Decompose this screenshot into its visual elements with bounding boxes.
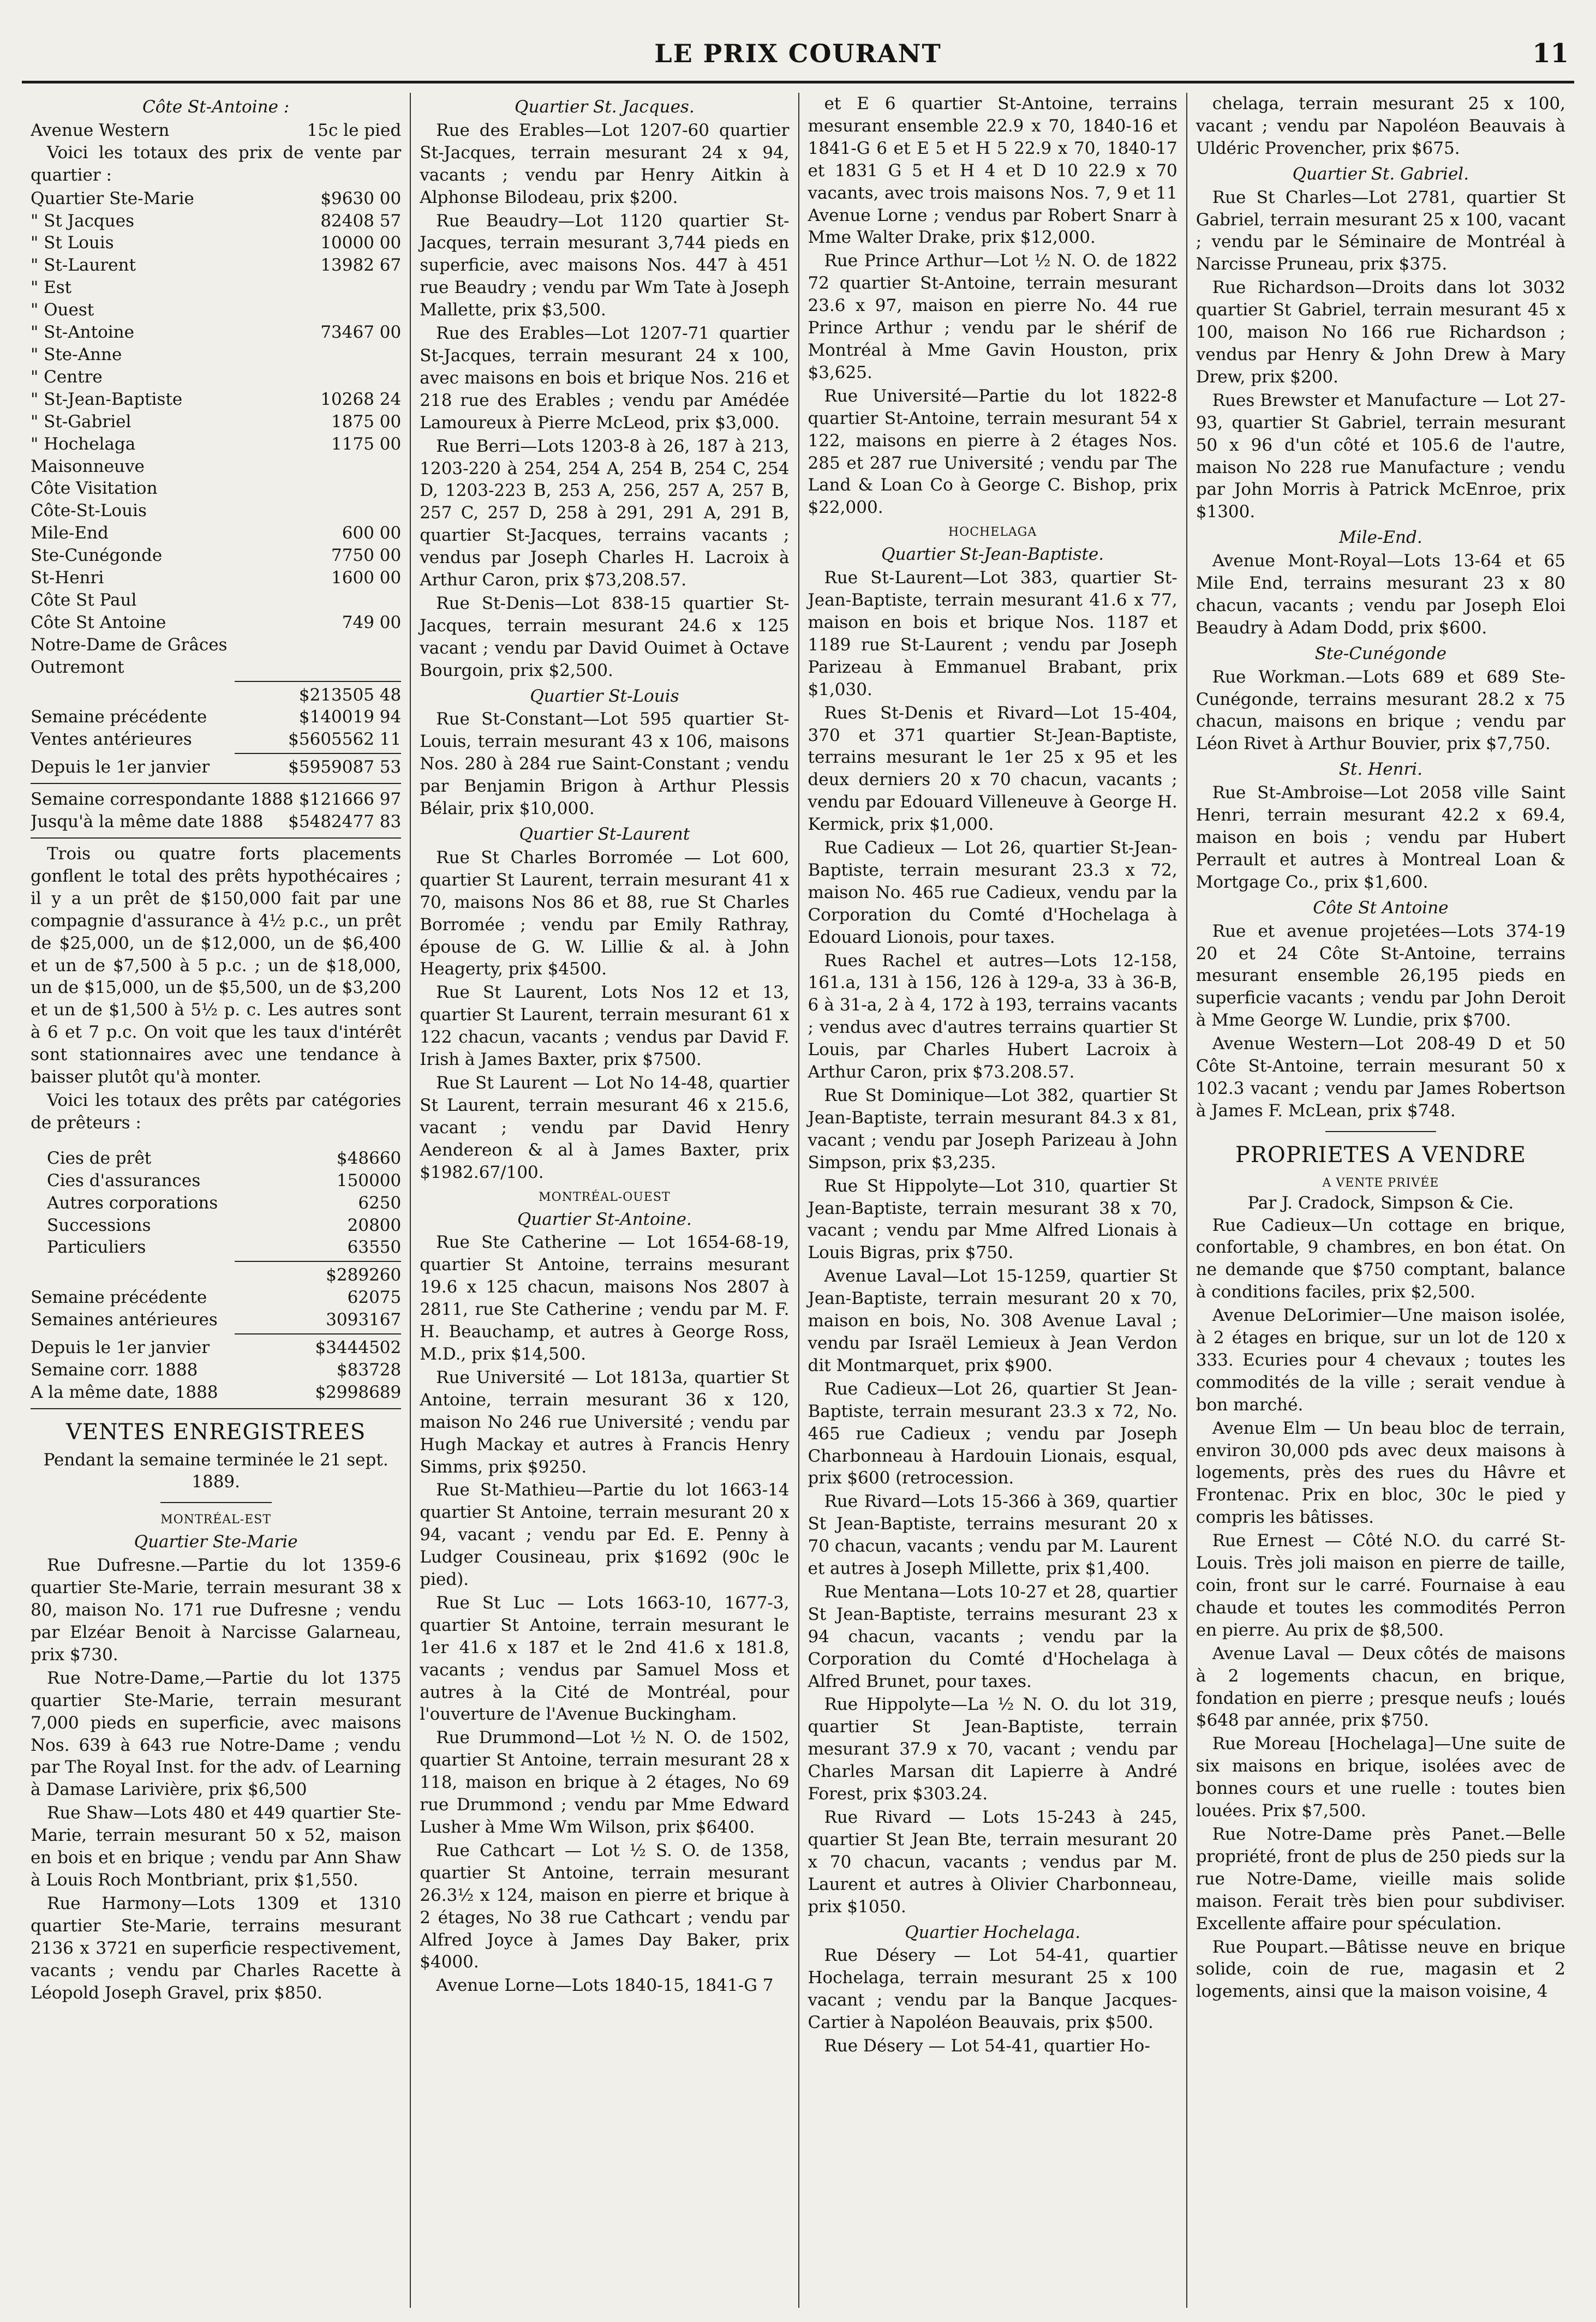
stat-label: " St-Gabriel: [31, 411, 131, 432]
stat-row: [31, 612, 401, 634]
stat-row: [31, 119, 401, 142]
sale-entries: [1196, 187, 1565, 524]
sale-entry: Avenue DeLorimier—Une maison isolée, à 2 étages en brique, sur un lot de 120 x 333. Ecuries pour 4 chevaux ; toutes les commodités de la ville ; serait vendue à bon marché.: [1195, 1306, 1565, 1415]
total-value: $213505 48: [298, 685, 402, 705]
stat-label: Ste-Cunégonde: [31, 546, 163, 566]
total-rule: [235, 681, 402, 682]
sale-entry: Rue Université — Lot 1813a, quartier St Antoine, terrain mesurant 36 x 120, maison No 246 rue Université ; vendu par Hugh Mackay et autres à Francis Henry Simms, prix $9250.: [420, 1367, 790, 1477]
stat-value: $5482477 83: [288, 812, 402, 832]
sale-entry: Rue Ste Catherine — Lot 1654-68-19, quartier St Antoine, terrains mesurant 19.6 x 125 chacun, maisons Nos 2807 à 2811, rue Ste Catherine ; vendu par M. F. H. Beauchamp, et autres à George Ross, M.D., prix $14,500.: [420, 1232, 790, 1364]
sale-entry: Rue St Laurent, Lots Nos 12 et 13, quartier St Laurent, terrain mesurant 61 x 122 chacun, vacants ; vendus par David F. Irish à James Baxter, prix $7500.: [420, 983, 790, 1070]
stat-value: 63550: [347, 1237, 402, 1258]
divider: [31, 1408, 401, 1409]
stat-value: 1175 00: [331, 434, 402, 454]
stat-label: Maisonneuve: [31, 456, 145, 476]
sale-entry: Rues Brewster et Manufacture — Lot 27-93, quartier St Gabriel, terrain mesurant 50 x 96 d'un côté et 105.6 de l'autre, maison No 228 rue Manufacture ; vendu par John Morris à Patrick McEnroe, prix $1300.: [1195, 390, 1565, 522]
stat-row: [31, 254, 401, 277]
sale-entry: Rue Cathcart — Lot ½ S. O. de 1358, quartier St Antoine, terrain mesurant 26.3½ x 124, maison en pierre et brique à 2 étages, No 38 rue Cathcart ; vendu par Alfred Joyce à James Day Baker, prix $4000.: [420, 1840, 790, 1972]
stat-label: Cies de prêt: [47, 1148, 152, 1168]
sale-entries: [808, 93, 1177, 519]
stat-label: " St-Laurent: [31, 255, 136, 276]
stat-row: [31, 433, 401, 456]
sale-entry: Rue Workman.—Lots 689 et 689 Ste-Cunégonde, terrains mesurant 28.2 x 75 chacun, maisons en brique ; vendu par Léon Rivet à Arthur Bouvier, prix $7,750.: [1195, 667, 1565, 754]
total-row: [31, 684, 401, 707]
stat-row: [31, 1309, 401, 1331]
sale-entry: Rue Hippolyte—La ½ N. O. du lot 319, quartier St Jean-Baptiste, terrain mesurant 37.9 x 70, vacant ; vendu par Charles Marsan dit Lapierre à André Forest, prix $303.24.: [808, 1695, 1177, 1804]
sale-entry: Rue Désery — Lot 54-41, quartier Hochelaga, terrain mesurant 25 x 100 vacant ; vendu par la Banque Jacques-Cartier à Napoléon Beauvais, prix $500.: [808, 1946, 1177, 2033]
private-sale-label: A VENTE PRIVÉE: [1322, 1176, 1439, 1190]
stat-row: [31, 728, 401, 751]
stat-label: Côte Visitation: [31, 478, 158, 499]
sale-entry: Rue St-Mathieu—Partie du lot 1663-14 quartier St Antoine, terrain mesurant 20 x 94, vacant ; vendu par Ed. E. Penny à Ludger Cousineau, prix $1692 (90c le pied).: [420, 1480, 790, 1590]
sale-entries: [420, 847, 789, 1184]
columns: [22, 93, 1574, 2308]
stat-value: 150000: [336, 1170, 402, 1190]
sale-entry: Rue St-Constant—Lot 595 quartier St-Louis, terrain mesurant 43 x 106, maisons Nos. 280 à 284 rue Saint-Constant ; vendu par Benjamin Brigon à Arthur Plessis Bélair, prix $10,000.: [420, 709, 790, 819]
newspaper-title: LE PRIX COURANT: [654, 39, 942, 68]
sale-entry: Avenue Laval — Deux côtés de maisons à 2 logements chacun, en brique, fondation en pierre ; presque neufs ; loués $648 par année, prix $750.: [1195, 1643, 1565, 1731]
stat-value: 82408 57: [320, 211, 402, 231]
stat-row: [31, 456, 401, 478]
stat-label: Semaine correspondante 1888: [31, 789, 294, 810]
stat-row: [31, 1170, 401, 1192]
stat-value: 10000 00: [320, 233, 402, 253]
district-heading: MONTRÉAL-OUEST: [539, 1190, 671, 1204]
sale-entry: Rue Poupart.—Bâtisse neuve en brique solide, coin de rue, magasin et 2 logements, ainsi que la maison voisine, 4: [1195, 1937, 1565, 2002]
sale-entry: Rue Cadieux—Un cottage en brique, confortable, 9 chambres, en bon état. On ne demande que $750 comptant, balance à conditions faciles, prix $2,500.: [1195, 1215, 1565, 1302]
stat-label: " St Jacques: [31, 211, 134, 231]
total-row: [31, 1264, 401, 1286]
stat-value: 20800: [347, 1215, 402, 1235]
stat-label: " Ste-Anne: [31, 344, 122, 364]
stat-row: [31, 210, 401, 232]
stat-label: " St-Jean-Baptiste: [31, 389, 183, 409]
sale-entry: Rue Cadieux — Lot 26, quartier St-Jean-Baptiste, terrain mesurant 23.3 x 72, maison No. 465 rue Cadieux, vendu par la Corporation du Comté d'Hochelaga à Edouard Lionois, pour taxes.: [808, 838, 1177, 947]
sale-entry: Rue Rivard — Lots 15-243 à 245, quartier St Jean Bte, terrain mesurant 20 x 70 chacun, vacants ; vendus par M. Laurent et autres à Olivier Charbonneau, prix $1050.: [808, 1808, 1177, 1917]
stats-heading: Côte St-Antoine :: [142, 97, 290, 117]
sale-entry: Rue St-Ambroise—Lot 2058 ville Saint Henri, terrain mesurant 42.2 x 69.4, maison en bois ; vendu par Hubert Perrault et autres à Montreal Loan & Mortgage Co., prix $1,600.: [1195, 783, 1565, 892]
column-4: [1186, 93, 1574, 2308]
district-heading: HOCHELAGA: [948, 525, 1037, 540]
sale-entry: Rue St Laurent — Lot No 14-48, quartier St Laurent, terrain mesurant 46 x 215.6, vacant ; vendu par David Henry Aendereon & al à James Baxter, prix $1982.67/100.: [420, 1073, 790, 1182]
localite-list: [31, 456, 401, 679]
sale-entry: Rue Richardson—Droits dans lot 3032 quartier St Gabriel, terrain mesurant 45 x 100, maison No 166 rue Richardson ; vendus par Henry & John Drew à Mary Drew, prix $200.: [1195, 278, 1565, 387]
stat-row: [31, 1214, 401, 1237]
for-sale-heading: PROPRIETES A VENDRE: [1235, 1142, 1526, 1168]
ward-heading: Quartier St-Jean-Baptiste.: [881, 544, 1104, 565]
stat-row: [31, 656, 401, 679]
stat-row: [31, 1337, 401, 1359]
sale-entry: Rues St-Denis et Rivard—Lot 15-404, 370 et 371 quartier St-Jean-Baptiste, terrains mesurant le 1er 25 x 95 et les deux derniers 20 x 70 chacun, vacants ; vendu par Edouard Villeneuve à George H. Kermick, prix $1,000.: [808, 703, 1177, 835]
stat-row: [31, 1286, 401, 1309]
sale-entry: Rue St Charles Borromée — Lot 600, quartier St Laurent, terrain mesurant 41 x 70, maisons Nos 86 et 88, rue St Charles Borromée ; vendu par Emily Rathray, épouse de G. W. Lillie & al. à John Heagerty, prix $4500.: [420, 847, 790, 979]
stat-row: [31, 706, 401, 728]
stat-label: Semaine corr. 1888: [31, 1360, 198, 1380]
sale-entry: Avenue Lorne—Lots 1840-15, 1841-G 7: [436, 1976, 774, 1996]
stat-row: [31, 634, 401, 656]
stat-row: [31, 299, 401, 321]
stat-row: [31, 522, 401, 544]
sale-entry: Rues Rachel et autres—Lots 12-158, 161.a, 131 à 156, 126 à 129-a, 33 à 36-B, 6 à 31-a, 2 à 4, 172 à 193, terrains vacants ; vendus avec d'autres terrains quartier St Louis, par Charles Hubert Lacroix à Arthur Caron, prix $73.208.57.: [808, 950, 1177, 1082]
sale-entry: Rue Prince Arthur—Lot ½ N. O. de 1822 72 quartier St-Antoine, terrain mesurant 23.6 x 97, maison en pierre No. 44 rue Prince Arthur ; vendu par le shérif de Montréal à Mme Gavin Houston, prix $3,625.: [808, 251, 1177, 382]
stat-value: 7750 00: [331, 546, 402, 566]
stat-label: Jusqu'à la même date 1888: [31, 812, 264, 832]
sale-entry: Rue Beaudry—Lot 1120 quartier St-Jacques, terrain mesurant 3,744 pieds en superficie, avec maisons Nos. 447 à 451 rue Beaudry ; vendu par Wm Tate à Joseph Mallette, prix $3,500.: [420, 211, 790, 320]
ward-heading: St. Henri.: [1338, 759, 1423, 780]
stat-label: Côte St Paul: [31, 590, 137, 610]
stat-value: 15c le pied: [307, 120, 402, 140]
sale-entry: Rue et avenue projetées—Lots 374-19 20 et 24 Côte St-Antoine, terrains mesurant ensemble 26,195 pieds en superficie vacants ; vendu par John Deroit à Mme George W. Lundie, prix $700.: [1195, 921, 1565, 1031]
stat-row: [31, 589, 401, 612]
sales-heading: VENTES ENREGISTREES: [65, 1419, 366, 1445]
stat-value: 13982 67: [320, 255, 402, 276]
stat-value: $121666 97: [298, 789, 402, 810]
total-rule: [235, 1261, 402, 1262]
sale-entries: [808, 1944, 1177, 2057]
stat-value: 3093167: [326, 1310, 402, 1330]
stat-row: [31, 1192, 401, 1214]
sale-entry: Rue Université—Partie du lot 1822-8 quartier St-Antoine, terrain mesurant 54 x 122, maisons en pierre à 2 étages Nos. 285 et 287 rue Université ; vendu par The Land & Loan Co à George C. Bishop, prix $22,000.: [808, 386, 1177, 518]
stat-row: [31, 388, 401, 411]
ward-heading: Quartier Hochelaga.: [905, 1922, 1081, 1942]
stat-label: St-Henri: [31, 568, 104, 588]
ward-heading: Quartier St. Gabriel.: [1292, 164, 1469, 184]
ward-heading: Quartier St. Jacques.: [515, 97, 695, 117]
sale-entry: Rue Rivard—Lots 15-366 à 369, quartier St Jean-Baptiste, terrains mesurant 20 x 70 chacun, vacants ; vendu par M. Laurent et autres à Joseph Millette, prix $1,400.: [808, 1492, 1177, 1579]
sale-entry: Rue St-Denis—Lot 838-15 quartier St-Jacques, terrain mesurant 24.6 x 125 vacant ; vendu par David Ouimet à Octave Bourgoin, prix $2,500.: [420, 593, 790, 680]
sale-entry: Rue St Luc — Lots 1663-10, 1677-3, quartier St Antoine, terrain mesurant le 1er 41.6 x 187 et le 2nd 41.6 x 181.8, vacants ; vendus par Samuel Moss et autres à la Cité de Montréal, pour l'ouverture de l'Avenue Buckingham.: [420, 1593, 790, 1725]
stat-label: Ventes antérieures: [31, 729, 192, 750]
sale-entry: Rue Notre-Dame près Panet.—Belle propriété, front de plus de 250 pieds sur la rue Notre-Dame, vieille mais solide maison. Ferait très bien pour subdiviser. Excellente affaire pour spéculation.: [1195, 1824, 1565, 1934]
sale-entries: [420, 1231, 789, 1997]
sale-entry: Rue Harmony—Lots 1309 et 1310 quartier Ste-Marie, terrains mesurant 2136 x 3721 en superficie respectivement, vacants ; vendu par Charles Racette à Léopold Joseph Gravel, prix $850.: [31, 1893, 402, 2003]
stat-value: 62075: [347, 1288, 402, 1308]
stat-label: Particuliers: [47, 1237, 146, 1258]
agent-line: Par J. Cradock, Simpson & Cie.: [1247, 1193, 1514, 1213]
stat-value: 6250: [358, 1193, 402, 1213]
stat-label: " Est: [31, 278, 72, 298]
stat-label: Avenue Western: [31, 120, 170, 140]
sale-entry: Rue St Hippolyte—Lot 310, quartier St Jean-Baptiste, terrain mesurant 38 x 70, vacant ; vendu par Mme Alfred Lionais à Louis Bigras, prix $750.: [808, 1176, 1177, 1263]
stat-value: $9630 00: [320, 188, 402, 208]
sale-entry: Rue Moreau [Hochelaga]—Une suite de six maisons en brique, isolées avec de bonnes cours et une ruelle : toutes bien louées. Prix $7,500.: [1195, 1734, 1565, 1821]
ward-heading: Quartier Ste-Marie: [134, 1532, 298, 1552]
depuis-rule: [235, 753, 402, 754]
stat-row: [31, 567, 401, 589]
sale-entries: [1196, 782, 1565, 894]
stat-label: " Ouest: [31, 300, 94, 320]
sale-entries: [1196, 93, 1565, 160]
stat-row: [31, 188, 401, 210]
stat-value: $48660: [336, 1148, 402, 1168]
summary-list-2: [31, 1286, 401, 1331]
quartier-list: [31, 188, 401, 456]
page-number: 11: [1532, 38, 1569, 69]
depuis-value: $5959087 53: [288, 757, 402, 777]
sale-entry: Avenue Western—Lot 208-49 D et 50 Côte St-Antoine, terrain mesurant 50 x 102.3 vacant ; vendu par James Robertson à James F. McLean, prix $748.: [1195, 1034, 1565, 1121]
column-2: [410, 93, 798, 2308]
stat-label: Successions: [47, 1215, 151, 1235]
stat-label: A la même date, 1888: [31, 1382, 218, 1402]
stat-label: Côte-St-Louis: [31, 501, 147, 521]
page-header: [22, 26, 1574, 83]
stat-label: Cies d'assurances: [47, 1170, 201, 1190]
summary-rule: [235, 1333, 402, 1334]
stat-row: [31, 277, 401, 299]
intro-totals: Voici les totaux des prix de vente par quartier :: [31, 142, 402, 185]
stat-value: $140019 94: [298, 707, 402, 727]
summary-list-b: [31, 788, 401, 833]
stat-value: $3444502: [315, 1338, 402, 1358]
stat-value: 10268 24: [320, 389, 402, 409]
stat-row: [31, 788, 401, 811]
sale-entry: Rue St Dominique—Lot 382, quartier St Jean-Baptiste, terrain mesurant 84.3 x 81, vacant ; vendu par Joseph Parizeau à John Simpson, prix $3,235.: [808, 1086, 1177, 1172]
column-3: [798, 93, 1186, 2308]
spacer: [31, 1135, 401, 1147]
stat-row: [31, 477, 401, 500]
stat-value: 749 00: [342, 612, 402, 632]
stat-row: [31, 544, 401, 567]
sale-entries: [420, 708, 789, 820]
sale-entry: Rue Berri—Lots 1203-8 à 26, 187 à 213, 1203-220 à 254, 254 A, 254 B, 254 C, 254 D, 1203-223 B, 253 A, 256, 257 A, 257 B, 257 C, 257 D, 258 à 291, 291 A, 291 B, quartier St-Jacques, terrains vacants ; vendus par Joseph Charles H. Lacroix à Arthur Caron, prix $73,208.57.: [420, 436, 790, 590]
sale-entries: [808, 567, 1177, 1918]
sale-entries: [1196, 920, 1565, 1122]
summary-list-2b: [31, 1337, 401, 1404]
sale-entry: Avenue Elm — Un beau bloc de terrain, environ 30,000 pds avec deux maisons à logements, près des rues du Hâvre et Frontenac. Prix en bloc, 30c le pied y compris les bâtisses.: [1195, 1418, 1565, 1528]
stat-label: Quartier Ste-Marie: [31, 188, 194, 208]
loans-paragraph: Trois ou quatre forts placements gonflent le total des prêts hypothécaires ; il y a un prêt de $150,000 fait par une compagnie d'assurance à 4½ p.c., un prêt de $25,000, un de $12,000, un de $6,400 et un de $7,500 à 5 p.c. ; un de $18,000, un de $15,000, un de $5,500, un de $3,200 et un de $1,500 à 5½ p. c. Les autres sont à 6 et 7 p.c. On voit que les taux d'intérêt sont stationnaires avec une tendance à baisser plutôt qu'à monter.: [31, 844, 402, 1087]
stat-value: $5605562 11: [288, 729, 402, 750]
sale-entry: Rue Drummond—Lot ½ N. O. de 1502, quartier St Antoine, terrain mesurant 28 x 118, maison en brique à 2 étages, No 69 rue Drummond ; vendu par Mme Edward Lusher à Mme Wm Wilson, prix $6400.: [420, 1728, 790, 1837]
stat-value: 1875 00: [331, 411, 402, 432]
sale-entry: Rue Notre-Dame,—Partie du lot 1375 quartier Ste-Marie, terrain mesurant 7,000 pieds en superficie, avec maisons Nos. 639 à 643 rue Notre-Dame ; vendu par The Royal Inst. for the adv. of Learning à Damase Larivière, prix $6,500: [31, 1668, 402, 1800]
loans-intro: Voici les totaux des prêts par catégories de prêteurs :: [31, 1090, 402, 1133]
sale-entry: Rue des Erables—Lot 1207-71 quartier St-Jacques, terrain mesurant 24 x 100, avec maisons en bois et brique Nos. 216 et 218 rue des Erables ; vendu par Amédée Lamoureux à Pierre McLeod, prix $3,000.: [420, 324, 790, 433]
sale-entry: et E 6 quartier St-Antoine, terrains mesurant ensemble 22.9 x 70, 1840-16 et 1841-G 6 et E 5 et H 5 22.9 x 70, 1840-17 et 1831 G 5 et H 4 et D 10 22.9 x 70 vacants, avec trois maisons Nos. 7, 9 et 11 Avenue Lorne ; vendus par Robert Snarr à Mme Walter Drake, prix $12,000.: [808, 94, 1177, 248]
stat-label: Semaines antérieures: [31, 1310, 218, 1330]
sale-entry: Rue Mentana—Lots 10-27 et 28, quartier St Jean-Baptiste, terrains mesurant 23 x 94 chacun, vacants ; vendu par la Corporation du Comté d'Hochelaga à Alfred Brunet, pour taxes.: [808, 1582, 1177, 1691]
sale-entry: Rue Shaw—Lots 480 et 449 quartier Ste-Marie, terrain mesurant 50 x 52, maison en bois et en brique ; vendu par Ann Shaw à Louis Roch Montbriant, prix $1,550.: [31, 1803, 402, 1890]
stat-row: [31, 411, 401, 433]
ward-heading: Quartier St-Laurent: [519, 824, 690, 844]
divider: [31, 837, 401, 839]
divider: [31, 783, 401, 784]
stat-value: 73467 00: [320, 322, 402, 343]
ward-heading: Quartier St-Antoine.: [517, 1209, 692, 1229]
stat-value: $2998689: [315, 1382, 402, 1402]
stat-label: Notre-Dame de Grâces: [31, 635, 228, 655]
sale-entry: Avenue Laval—Lot 15-1259, quartier St Jean-Baptiste, terrain mesurant 20 x 70, maison en bois, No. 308 Avenue Laval ; vendu par Israël Lemieux à Jean Verdon dit Montmarquet, prix $900.: [808, 1266, 1177, 1375]
depuis-label: Depuis le 1er janvier: [31, 757, 210, 777]
lender-list: [31, 1147, 401, 1259]
sale-entry: Rue des Erables—Lot 1207-60 quartier St-Jacques, terrain mesurant 24 x 94, vacants ; vendu par Henry Aitkin à Alphonse Bilodeau, prix $200.: [420, 120, 790, 207]
stat-value: 600 00: [342, 523, 402, 543]
sale-entry: Rue St Charles—Lot 2781, quartier St Gabriel, terrain mesurant 25 x 100, vacant ; vendu par le Séminaire de Montréal à Narcisse Pruneau, prix $375.: [1195, 187, 1565, 274]
stat-value: $83728: [336, 1360, 402, 1380]
stat-row: [31, 1359, 401, 1381]
sale-entries: [420, 119, 789, 682]
stat-label: " Centre: [31, 367, 103, 387]
sales-subheading: Pendant la semaine terminée le 21 sept. 1889.: [43, 1450, 388, 1492]
sale-entry: Rue Désery — Lot 54-41, quartier Ho-: [824, 2036, 1150, 2056]
sale-entry: Rue Dufresne.—Partie du lot 1359-6 quartier Ste-Marie, terrain mesurant 38 x 80, maison No. 171 rue Dufresne ; vendu par Elzéar Benoit à Narcisse Galarneau, prix $730.: [31, 1555, 402, 1665]
total-value: $289260: [326, 1265, 402, 1285]
sale-entry: Rue Ernest — Côté N.O. du carré St-Louis. Très joli maison en pierre de taille, coin, front sur le carré. Fournaise à eau chaude et toutes les commodités Perron en pierre. Au prix de $8,500.: [1195, 1531, 1565, 1640]
sale-entries: [1196, 666, 1565, 756]
sale-entries: [31, 1554, 401, 2004]
summary-list: [31, 706, 401, 751]
sale-entries: [1196, 550, 1565, 639]
stat-row: [31, 1381, 401, 1404]
sale-entry: Avenue Mont-Royal—Lots 13-64 et 65 Mile End, terrains mesurant 23 x 80 chacun, vacants ; vendu par Joseph Eloi Beaudry à Adam Dodd, prix $600.: [1195, 551, 1565, 638]
sale-entry: Rue St-Laurent—Lot 383, quartier St-Jean-Baptiste, terrain mesurant 41.6 x 77, maison en bois et brique Nos. 1187 et 1189 rue St-Laurent ; vendu par Joseph Parizeau à Emmanuel Brabant, prix $1,030.: [808, 568, 1177, 699]
sale-entry: Rue Cadieux—Lot 26, quartier St Jean-Baptiste, terrain mesurant 23.3 x 72, No. 465 rue Cadieux ; vendu par Joseph Charbonneau à Hardouin Lionais, esqual, prix $600 (retrocession.: [808, 1379, 1177, 1488]
listing-entries: [1196, 1214, 1565, 2003]
sale-entry: chelaga, terrain mesurant 25 x 100, vacant ; vendu par Napoléon Beauvais à Uldéric Provencher, prix $675.: [1195, 94, 1565, 158]
stat-row: [31, 366, 401, 388]
stat-row: [31, 232, 401, 254]
stat-label: Autres corporations: [47, 1193, 218, 1213]
stat-row: [31, 344, 401, 366]
divider: [160, 1502, 272, 1503]
column-1: [22, 93, 410, 2308]
stat-value: 1600 00: [331, 568, 402, 588]
stat-row: [31, 321, 401, 344]
stat-row: [31, 811, 401, 833]
ward-heading: Côte St Antoine: [1313, 897, 1449, 918]
stat-label: Semaine précédente: [31, 707, 207, 727]
district-heading: MONTRÉAL-EST: [160, 1513, 272, 1527]
stat-row: [31, 1147, 401, 1170]
stat-label: Mile-End: [31, 523, 109, 543]
stat-label: Côte St Antoine: [31, 612, 166, 632]
stat-label: " St-Antoine: [31, 322, 134, 343]
stat-row: [31, 500, 401, 522]
stat-label: Outremont: [31, 657, 124, 677]
stat-label: Semaine précédente: [31, 1288, 207, 1308]
stat-label: Depuis le 1er janvier: [31, 1338, 210, 1358]
divider: [1325, 1131, 1436, 1132]
ward-heading: Mile-End.: [1339, 528, 1422, 548]
depuis-row: [31, 756, 401, 779]
stat-row: [31, 1236, 401, 1259]
stat-label: " Hochelaga: [31, 434, 136, 454]
stat-label: " St Louis: [31, 233, 114, 253]
ward-heading: Quartier St-Louis: [530, 686, 679, 706]
ward-heading: Ste-Cunégonde: [1314, 643, 1446, 663]
